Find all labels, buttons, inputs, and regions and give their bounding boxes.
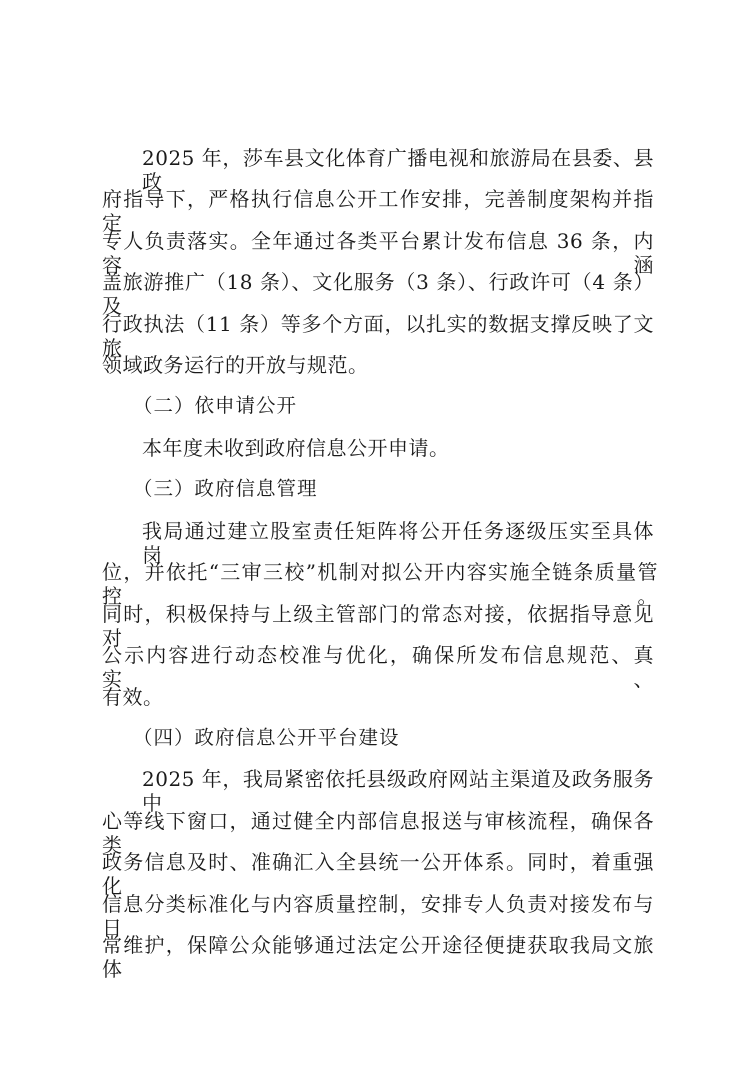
para3-line-3: 同时，积极保持与上级主管部门的常态对接，依据指导意见对	[102, 602, 654, 650]
para3-line-1: 我局通过建立股室责任矩阵将公开任务逐级压实至具体岗	[142, 519, 654, 567]
para4-line-2: 心等线下窗口，通过健全内部信息报送与审核流程，确保各类	[102, 809, 654, 857]
para4-line-3: 政务信息及时、准确汇入全县统一公开体系。同时，着重强化	[102, 850, 654, 898]
para3-line-5: 有效。	[102, 685, 164, 709]
para1-line-2: 府指导下，严格执行信息公开工作安排，完善制度架构并指定	[102, 187, 654, 235]
para1-line-1: 2025 年，莎车县文化体育广播电视和旅游局在县委、县政	[142, 146, 654, 194]
para3-line-4: 公示内容进行动态校准与优化，确保所发布信息规范、真实、	[102, 643, 654, 691]
para1-line-6: 领域政务运行的开放与规范。	[102, 353, 369, 377]
para4-line-5: 常维护，保障公众能够通过法定公开途径便捷获取我局文旅体	[102, 933, 654, 981]
para2-line-1: 本年度未收到政府信息公开申请。	[142, 436, 450, 460]
para3-line-2: 位，并依托“三审三校”机制对拟公开内容实施全链条质量管控。	[102, 560, 658, 608]
section-heading-3: （三）政府信息管理	[133, 477, 318, 500]
para4-line-1: 2025 年，我局紧密依托县级政府网站主渠道及政务服务中	[142, 767, 654, 815]
para4-line-4: 信息分类标准化与内容质量控制，安排专人负责对接发布与日	[102, 892, 654, 940]
section-heading-2: （二）依申请公开	[133, 394, 298, 417]
para1-line-5: 行政执法（11 条）等多个方面，以扎实的数据支撑反映了文旅	[102, 312, 654, 360]
para1-line-3: 专人负责落实。全年通过各类平台累计发布信息 36 条，内容涵	[102, 229, 654, 277]
para1-line-4: 盖旅游推广（18 条）、文化服务（3 条）、行政许可（4 条）及	[102, 270, 654, 318]
section-heading-4: （四）政府信息公开平台建设	[133, 726, 400, 749]
